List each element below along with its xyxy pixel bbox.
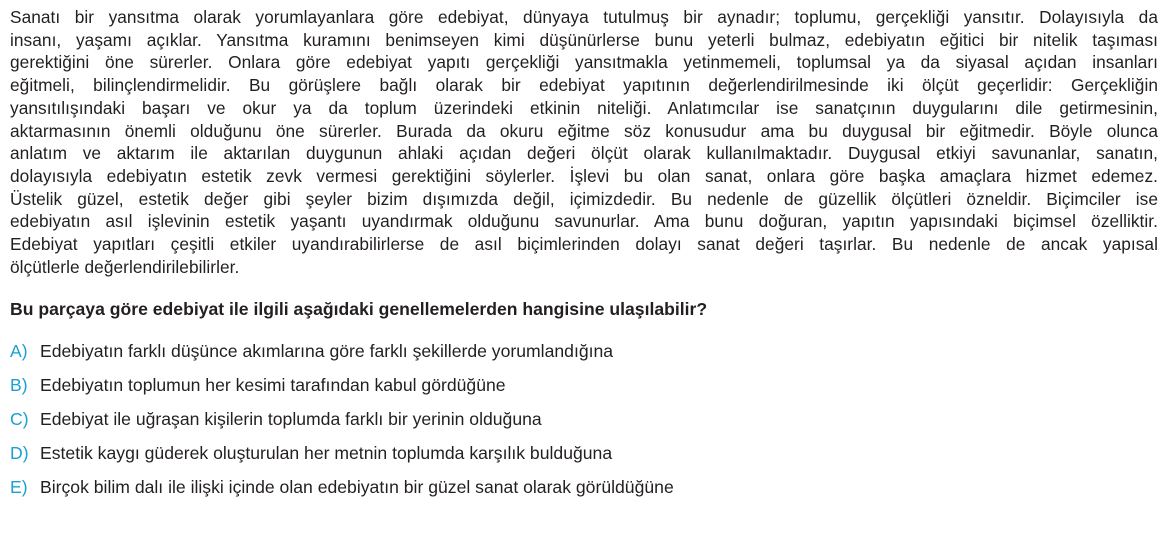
option-letter: C) <box>10 409 29 430</box>
option-text: Estetik kaygı güderek oluşturulan her metnin toplumda karşılık bulduğuna <box>40 443 613 464</box>
answer-option-d[interactable] <box>10 441 1158 465</box>
option-text: Edebiyat ile uğraşan kişilerin toplumda farklı bir yerinin olduğuna <box>40 409 542 430</box>
answer-options <box>10 339 1158 499</box>
passage-line: Üstelik güzel, estetik değer gibi şeyler bizim dışımızda değil, içimizdedir. Bu nedenle de güzellik ölçütleri özneldir. Biçimciler ise <box>10 188 1158 209</box>
question-stem: Bu parçaya göre edebiyat ile ilgili aşağıdaki genellemelerden hangisine ulaşılabilir? <box>10 299 708 320</box>
passage-line: Sanatı bir yansıtma olarak yorumlayanlara göre edebiyat, dünyaya tutulmuş bir aynadır; toplumu, gerçekliği yansıtır. Dolayısıyla da <box>10 7 1158 27</box>
option-text: Edebiyatın toplumun her kesimi tarafından kabul gördüğüne <box>40 375 506 396</box>
answer-option-b[interactable] <box>10 373 1158 397</box>
option-letter: E) <box>10 477 28 498</box>
answer-option-c[interactable] <box>10 407 1158 431</box>
option-letter: D) <box>10 443 29 464</box>
answer-option-e[interactable] <box>10 475 1158 499</box>
reading-passage <box>10 6 1158 278</box>
option-letter: B) <box>10 375 28 396</box>
passage-line: anlatım ve aktarım ile aktarılan duygunun ahlaki açıdan değeri ölçüt olarak kullanılmaktadır. Duygusal etkiyi savunanlar, sanatın, <box>10 143 1158 164</box>
passage-line: gerektiğini öne sürerler. Onlara göre edebiyat yapıtı gerçekliği yansıtmakla yetinmemeli, toplumsal ya da siyasal açıdan insanları <box>10 52 1158 73</box>
passage-line: edebiyatın asıl işlevinin estetik yaşantı uyandırmak olduğunu savunurlar. Ama bunu doğuran, yapıtın yapısındaki biçimsel özelliktir. <box>10 211 1158 232</box>
option-text: Edebiyatın farklı düşünce akımlarına göre farklı şekillerde yorumlandığına <box>40 341 614 362</box>
passage-line: aktarmasının önemli olduğunu öne sürerler. Burada da okuru eğitme söz konusudur ama bu duygusal bir eğitmedir. Böyle olunca <box>10 120 1158 141</box>
passage-line: insanı, yaşamı açıklar. Yansıtma kuramını benimseyen kimi düşünürlerse bunu yeterli bulmaz, edebiyatın eğitici bir nitelik taşıması <box>10 29 1158 50</box>
passage-line: ölçütlerle değerlendirilebilirler. <box>10 256 240 277</box>
passage-line: Edebiyat yapıtları çeşitli etkiler uyandırabilirlerse de asıl biçimlerinden dolayı sanat değeri taşırlar. Bu nedenle de ancak yapısal <box>10 234 1158 255</box>
passage-line: dolayısıyla edebiyatın estetik zevk vermesi gerektiğini söylerler. İşlevi bu olan sanat, onlara göre başka amaçlara hizmet edemez. <box>10 165 1158 186</box>
passage-line: yansıtılışındaki başarı ve okur ya da toplum üzerindeki etkinin niteliği. Anlatımcılar ise sanatçının duygularını dile getirmesinin, <box>10 97 1158 118</box>
passage-line: eğitmeli, bilinçlendirmelidir. Bu görüşlere bağlı olarak bir edebiyat yapıtının değerlendirilmesinde iki ölçüt geçerlidir: Gerçekliğin <box>10 75 1158 96</box>
answer-option-a[interactable] <box>10 339 1158 363</box>
option-letter: A) <box>10 341 28 362</box>
option-text: Birçok bilim dalı ile ilişki içinde olan edebiyatın bir güzel sanat olarak görüldüğüne <box>40 477 674 498</box>
